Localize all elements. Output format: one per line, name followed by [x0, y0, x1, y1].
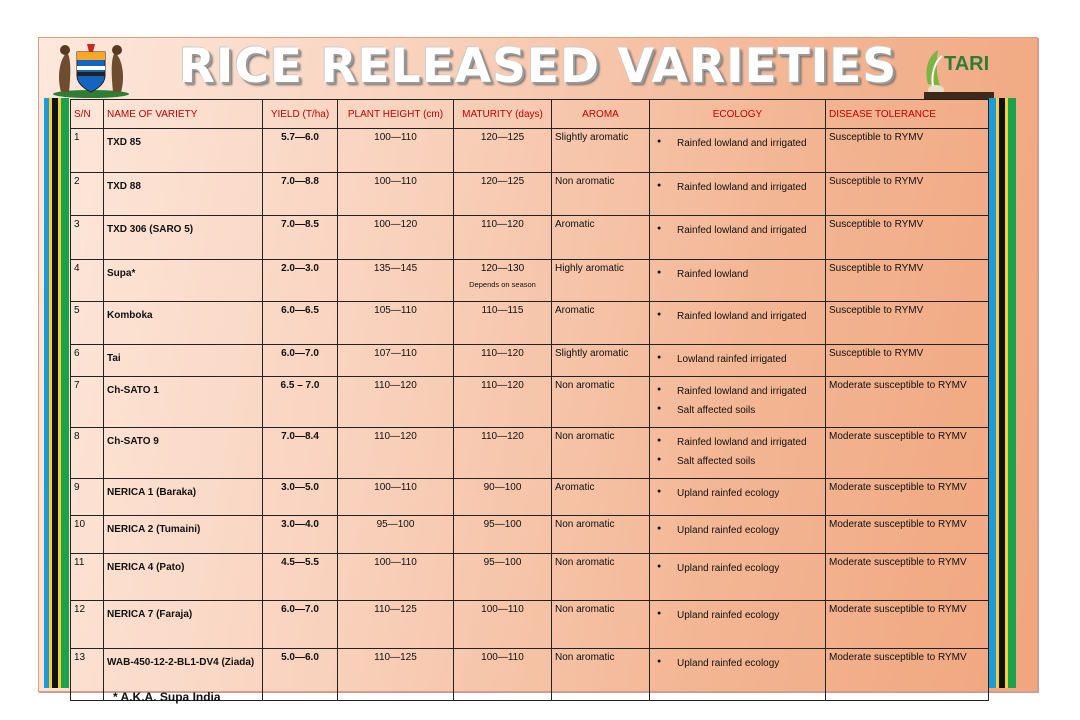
maturity-value: 120—125 [480, 132, 525, 143]
footnote: * A.K.A. Supa India [113, 690, 221, 704]
cell-variety-name: Ch-SATO 9 [104, 428, 263, 479]
cell-yield: 6.0—6.5 [263, 302, 338, 345]
ecology-item: ● Salt affected soils [653, 456, 822, 467]
cell-yield: 6.0—7.0 [263, 601, 338, 649]
maturity-value: 100—110 [481, 604, 524, 615]
cell-ecology [650, 302, 826, 345]
cell-ecology [650, 377, 826, 428]
cell-aroma: Non aromatic [552, 377, 650, 428]
cell-plant-height: 100—110 [338, 129, 454, 173]
cell-maturity [454, 173, 552, 216]
cell-ecology [650, 516, 826, 554]
tari-logo-text: TARI [944, 53, 990, 75]
cell-sn: 5 [71, 302, 104, 345]
cell-disease-tolerance: Susceptible to RYMV [826, 260, 989, 302]
ecology-item: ● Salt affected soils [653, 405, 822, 416]
cell-yield: 2.0—3.0 [263, 260, 338, 302]
cell-maturity [454, 216, 552, 260]
table-row [71, 129, 989, 173]
cell-plant-height: 105—110 [338, 302, 454, 345]
cell-plant-height: 100—110 [338, 554, 454, 601]
cell-ecology [650, 554, 826, 601]
cell-disease-tolerance: Susceptible to RYMV [826, 302, 989, 345]
column-header-aroma: AROMA [552, 100, 650, 129]
ecology-item: ● Rainfed lowland and irrigated [653, 225, 822, 236]
cell-variety-name: TXD 306 (SARO 5) [104, 216, 263, 260]
cell-sn: 13 [71, 649, 104, 701]
cell-yield: 5.7—6.0 [263, 129, 338, 173]
cell-disease-tolerance: Susceptible to RYMV [826, 216, 989, 260]
ecology-item: ● Upland rainfed ecology [653, 610, 822, 621]
cell-yield: 7.0—8.5 [263, 216, 338, 260]
maturity-value: 90—100 [483, 482, 522, 493]
ecology-item: ● Upland rainfed ecology [653, 525, 822, 536]
cell-disease-tolerance: Moderate susceptible to RYMV [826, 601, 989, 649]
cell-maturity [454, 649, 552, 701]
column-header-maturity: MATURITY (days) [454, 100, 552, 129]
tari-logo-icon [920, 40, 1000, 100]
cell-sn: 4 [71, 260, 104, 302]
cell-maturity [454, 516, 552, 554]
cell-plant-height: 110—120 [338, 377, 454, 428]
cell-variety-name: Komboka [104, 302, 263, 345]
cell-variety-name: Tai [104, 345, 263, 377]
maturity-value: 100—110 [481, 652, 524, 663]
cell-disease-tolerance: Moderate susceptible to RYMV [826, 516, 989, 554]
cell-maturity [454, 260, 552, 302]
ecology-item: ● Upland rainfed ecology [653, 658, 822, 669]
cell-yield: 6.0—7.0 [263, 345, 338, 377]
cell-plant-height: 110—120 [338, 428, 454, 479]
table-row [71, 345, 989, 377]
table-header-row [71, 100, 989, 129]
cell-yield: 7.0—8.4 [263, 428, 338, 479]
cell-disease-tolerance: Susceptible to RYMV [826, 173, 989, 216]
cell-maturity [454, 345, 552, 377]
cell-aroma: Non aromatic [552, 649, 650, 701]
cell-sn: 9 [71, 479, 104, 516]
cell-sn: 11 [71, 554, 104, 601]
column-header-sn: S/N [71, 100, 104, 129]
cell-maturity [454, 554, 552, 601]
cell-maturity [454, 601, 552, 649]
ecology-item: ● Rainfed lowland and irrigated [653, 386, 822, 397]
maturity-value: 120—130 [480, 263, 525, 274]
cell-plant-height: 100—120 [338, 216, 454, 260]
table-row [71, 260, 989, 302]
cell-aroma: Highly aromatic [552, 260, 650, 302]
cell-sn: 1 [71, 129, 104, 173]
table-row [71, 302, 989, 345]
coat-of-arms-icon [47, 40, 135, 98]
cell-variety-name: WAB-450-12-2-BL1-DV4 (Ziada) [104, 649, 263, 701]
cell-variety-name: Supa* [104, 260, 263, 302]
cell-aroma: Non aromatic [552, 516, 650, 554]
ecology-item: ● Rainfed lowland [653, 269, 822, 280]
cell-ecology [650, 216, 826, 260]
varieties-table [70, 99, 989, 701]
cell-sn: 3 [71, 216, 104, 260]
cell-disease-tolerance: Moderate susceptible to RYMV [826, 554, 989, 601]
cell-ecology [650, 601, 826, 649]
cell-maturity [454, 302, 552, 345]
table-row [71, 428, 989, 479]
maturity-value: 110—120 [481, 219, 524, 230]
cell-sn: 7 [71, 377, 104, 428]
cell-yield: 7.0—8.8 [263, 173, 338, 216]
cell-disease-tolerance: Moderate susceptible to RYMV [826, 428, 989, 479]
cell-yield: 5.0—6.0 [263, 649, 338, 701]
cell-aroma: Slightly aromatic [552, 129, 650, 173]
flag-stripe-green-right [1008, 98, 1016, 688]
cell-aroma: Aromatic [552, 302, 650, 345]
table-row [71, 216, 989, 260]
maturity-value: 110—120 [481, 380, 524, 391]
maturity-value: 120—125 [480, 176, 525, 187]
ecology-item: ● Rainfed lowland and irrigated [653, 182, 822, 193]
cell-ecology [650, 260, 826, 302]
cell-plant-height: 100—110 [338, 173, 454, 216]
column-header-height: PLANT HEIGHT (cm) [338, 100, 454, 129]
cell-sn: 10 [71, 516, 104, 554]
cell-variety-name: NERICA 4 (Pato) [104, 554, 263, 601]
table-row [71, 479, 989, 516]
maturity-value: 110—120 [481, 431, 524, 442]
cell-disease-tolerance: Moderate susceptible to RYMV [826, 479, 989, 516]
table-row [71, 173, 989, 216]
cell-plant-height: 110—125 [338, 601, 454, 649]
ecology-item: ● Rainfed lowland and irrigated [653, 437, 822, 448]
cell-aroma: Non aromatic [552, 428, 650, 479]
cell-plant-height: 107—110 [338, 345, 454, 377]
ecology-item: ● Rainfed lowland and irrigated [653, 311, 822, 322]
column-header-disease: DISEASE TOLERANCE [826, 100, 989, 129]
cell-yield: 4.5—5.5 [263, 554, 338, 601]
cell-aroma: Aromatic [552, 479, 650, 516]
cell-disease-tolerance: Moderate susceptible to RYMV [826, 377, 989, 428]
cell-ecology [650, 428, 826, 479]
cell-disease-tolerance: Susceptible to RYMV [826, 129, 989, 173]
cell-plant-height: 95—100 [338, 516, 454, 554]
cell-plant-height: 110—125 [338, 649, 454, 701]
cell-variety-name: TXD 88 [104, 173, 263, 216]
cell-maturity [454, 129, 552, 173]
cell-ecology [650, 649, 826, 701]
maturity-note: Depends on season [469, 280, 536, 289]
ecology-item: ● Upland rainfed ecology [653, 563, 822, 574]
cell-ecology [650, 345, 826, 377]
flag-stripe-blue-right [989, 98, 996, 688]
cell-disease-tolerance: Susceptible to RYMV [826, 345, 989, 377]
column-header-yield: YIELD (T/ha) [263, 100, 338, 129]
maturity-value: 95—100 [483, 557, 522, 568]
cell-ecology [650, 479, 826, 516]
cell-yield: 3.0—5.0 [263, 479, 338, 516]
cell-variety-name: Ch-SATO 1 [104, 377, 263, 428]
cell-sn: 12 [71, 601, 104, 649]
ecology-item: ● Upland rainfed ecology [653, 488, 822, 499]
cell-plant-height: 135—145 [338, 260, 454, 302]
cell-sn: 2 [71, 173, 104, 216]
column-header-name: NAME OF VARIETY [104, 100, 263, 129]
cell-aroma: Aromatic [552, 216, 650, 260]
table-row [71, 516, 989, 554]
flag-stripe-green-left [61, 98, 69, 688]
maturity-value: 95—100 [483, 519, 522, 530]
cell-aroma: Non aromatic [552, 173, 650, 216]
cell-ecology [650, 129, 826, 173]
cell-yield: 3.0—4.0 [263, 516, 338, 554]
cell-maturity [454, 479, 552, 516]
cell-disease-tolerance: Moderate susceptible to RYMV [826, 649, 989, 701]
cell-maturity [454, 377, 552, 428]
cell-plant-height: 100—110 [338, 479, 454, 516]
column-header-ecology: ECOLOGY [650, 100, 826, 129]
cell-variety-name: NERICA 2 (Tumaini) [104, 516, 263, 554]
cell-variety-name: TXD 85 [104, 129, 263, 173]
maturity-value: 110—115 [481, 305, 524, 316]
cell-aroma: Non aromatic [552, 554, 650, 601]
table-row [71, 601, 989, 649]
maturity-value: 110—120 [481, 348, 524, 359]
cell-variety-name: NERICA 7 (Faraja) [104, 601, 263, 649]
poster-title: RICE RELEASED VARIETIES [178, 39, 898, 94]
cell-variety-name: NERICA 1 (Baraka) [104, 479, 263, 516]
cell-yield: 6.5 – 7.0 [263, 377, 338, 428]
cell-aroma: Slightly aromatic [552, 345, 650, 377]
table-row [71, 554, 989, 601]
cell-sn: 8 [71, 428, 104, 479]
cell-aroma: Non aromatic [552, 601, 650, 649]
cell-sn: 6 [71, 345, 104, 377]
cell-maturity [454, 428, 552, 479]
ecology-item: ● Rainfed lowland and irrigated [653, 138, 822, 149]
cell-ecology [650, 173, 826, 216]
table-row [71, 377, 989, 428]
ecology-item: ● Lowland rainfed irrigated [653, 354, 822, 365]
